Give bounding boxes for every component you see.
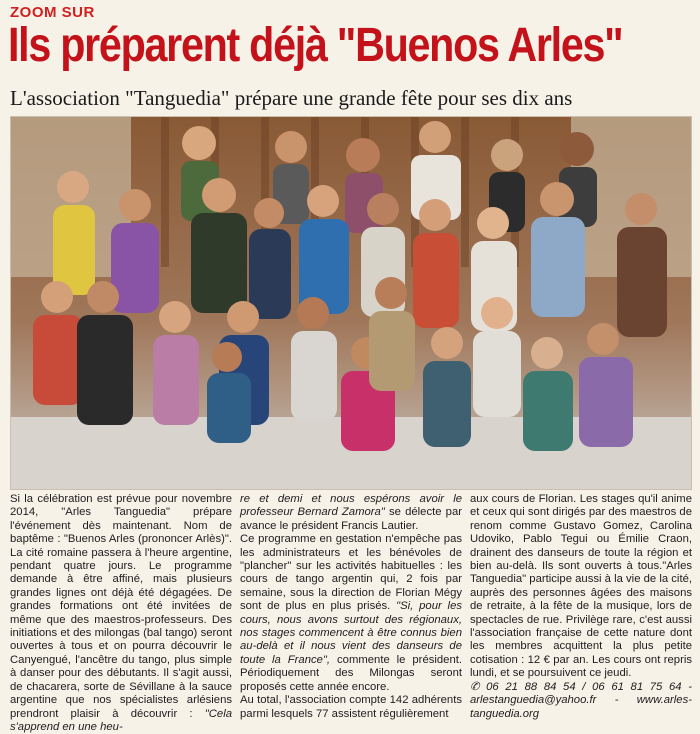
body-paragraph: Ce programme en gestation n'empêche pas les administrateurs et les bénévoles de "plancher" sur les activités habituelles : les cours de tango argentin qui, 2 fois par semaine, sous la direction de Florian Mégy sont de plus en plus prisés. (240, 533, 462, 613)
article-column-1 (10, 493, 232, 733)
group-photo-icon (11, 117, 691, 489)
quote: re et demi et nous espérons avoir le professeur Bernard Zamora" (240, 493, 462, 519)
body-paragraph: commente le président. Périodiquement des Milongas seront proposés cette année encore. (240, 653, 463, 693)
quote: "Si, pour les cours, nous avons surtout des régionaux, nos stages commencent à être connus bien au-delà et il nous vient des danseurs de toute la France", (240, 600, 463, 666)
quote: "Cela s'apprend en une heu- (10, 707, 232, 733)
contact-info: ✆ 06 21 88 84 54 / 06 61 81 75 64 - arlestanguedia@yahoo.fr - www.arles-tanguedia.org (470, 680, 692, 720)
body-paragraph: Au total, l'association compte 142 adhérents parmi lesquels 77 assistent régulièrement (240, 694, 462, 720)
body-paragraph: aux cours de Florian. Les stages qu'il anime et ceux qui sont dirigés par des maestros de renom comme Gustavo Gomez, Carolina Udoviko, Pablo Tegui ou Émilie Craon, drainent des danseurs de toute la région et bien au-delà. Ils sont ouverts à tous."Arles Tanguedia" participe aussi à la vie de la cité, auprès des personnes âgées des maisons de retraite, à la fête de la musique, lors de spectacles de rue. Privilège rare, c'est aussi l'association française de cette nature dont les membres acquittent la plus petite cotisation : 12 € par an. Les cours ont repris lundi, et se poursuivent ce jeudi. (470, 493, 692, 680)
body-paragraph: se délecte par avance le président Francis Lautier. (240, 506, 463, 532)
article-body (10, 493, 692, 733)
body-paragraph: Si la célébration est prévue pour novembre 2014, "Arles Tanguedia" prépare l'événement dès maintenant. Nom de baptême : "Buenos Arles (prononcer Arlès)". La cité romaine passera à l'heure argentine, pendant quatre jours. Le programme demande à être affiné, mais plusieurs grandes lignes ont déjà été dégagées. De grandes formations ont été invitées de même que des maestros-professeurs. Des initiations et des milongas (bal tango) seront ouvertes à tous et on pourra découvrir le Canyengué, l'ancêtre du tango, plus simple à danser pour des débutants. Il s'agit aussi, de chacarera, sorte de Sévillane à la sauce argentine que nos spécialistes arlésiens prendront plaisir à découvrir : (10, 493, 232, 720)
subheadline: L'association "Tanguedia" prépare une grande fête pour ses dix ans (10, 86, 573, 110)
article-column-2 (240, 493, 463, 720)
section-kicker: ZOOM SUR (10, 4, 95, 21)
group-photo (10, 116, 692, 490)
headline: Ils préparent déjà "Buenos Arles" (8, 19, 623, 72)
article-column-3 (470, 493, 692, 720)
